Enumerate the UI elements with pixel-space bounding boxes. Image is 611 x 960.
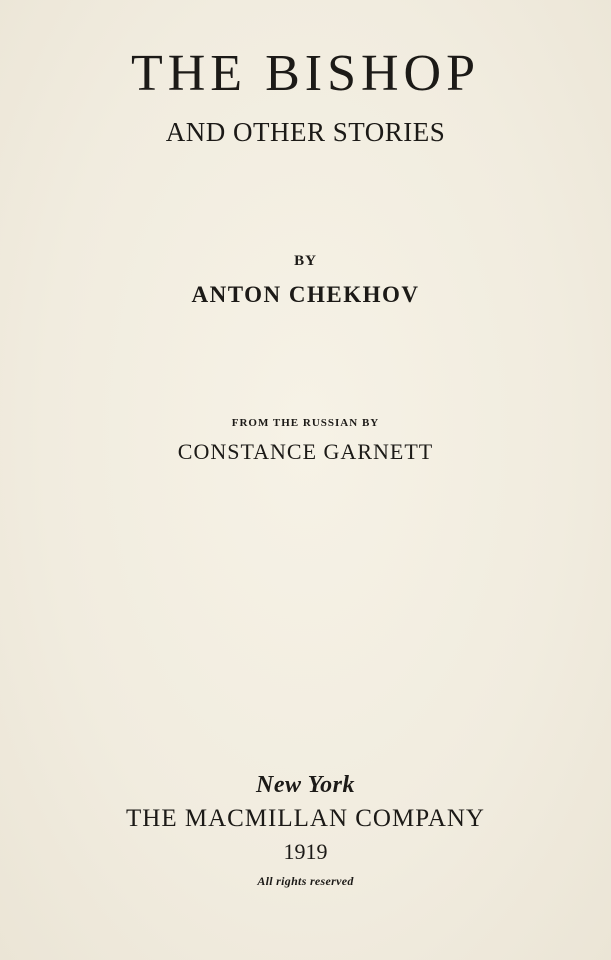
book-subtitle: AND OTHER STORIES [165,117,446,147]
by-label: BY [294,253,317,269]
rights-notice: All rights reserved [257,874,354,888]
translation-label: FROM THE RUSSIAN BY [231,417,380,429]
publication-year: 1919 [283,839,328,864]
translator-name: CONSTANCE GARNETT [177,439,434,464]
author-name: ANTON CHEKHOV [191,282,420,307]
publisher-name: THE MACMILLAN COMPANY [126,805,485,832]
book-title: THE BISHOP [130,45,481,102]
imprint-city: New York [256,772,355,798]
